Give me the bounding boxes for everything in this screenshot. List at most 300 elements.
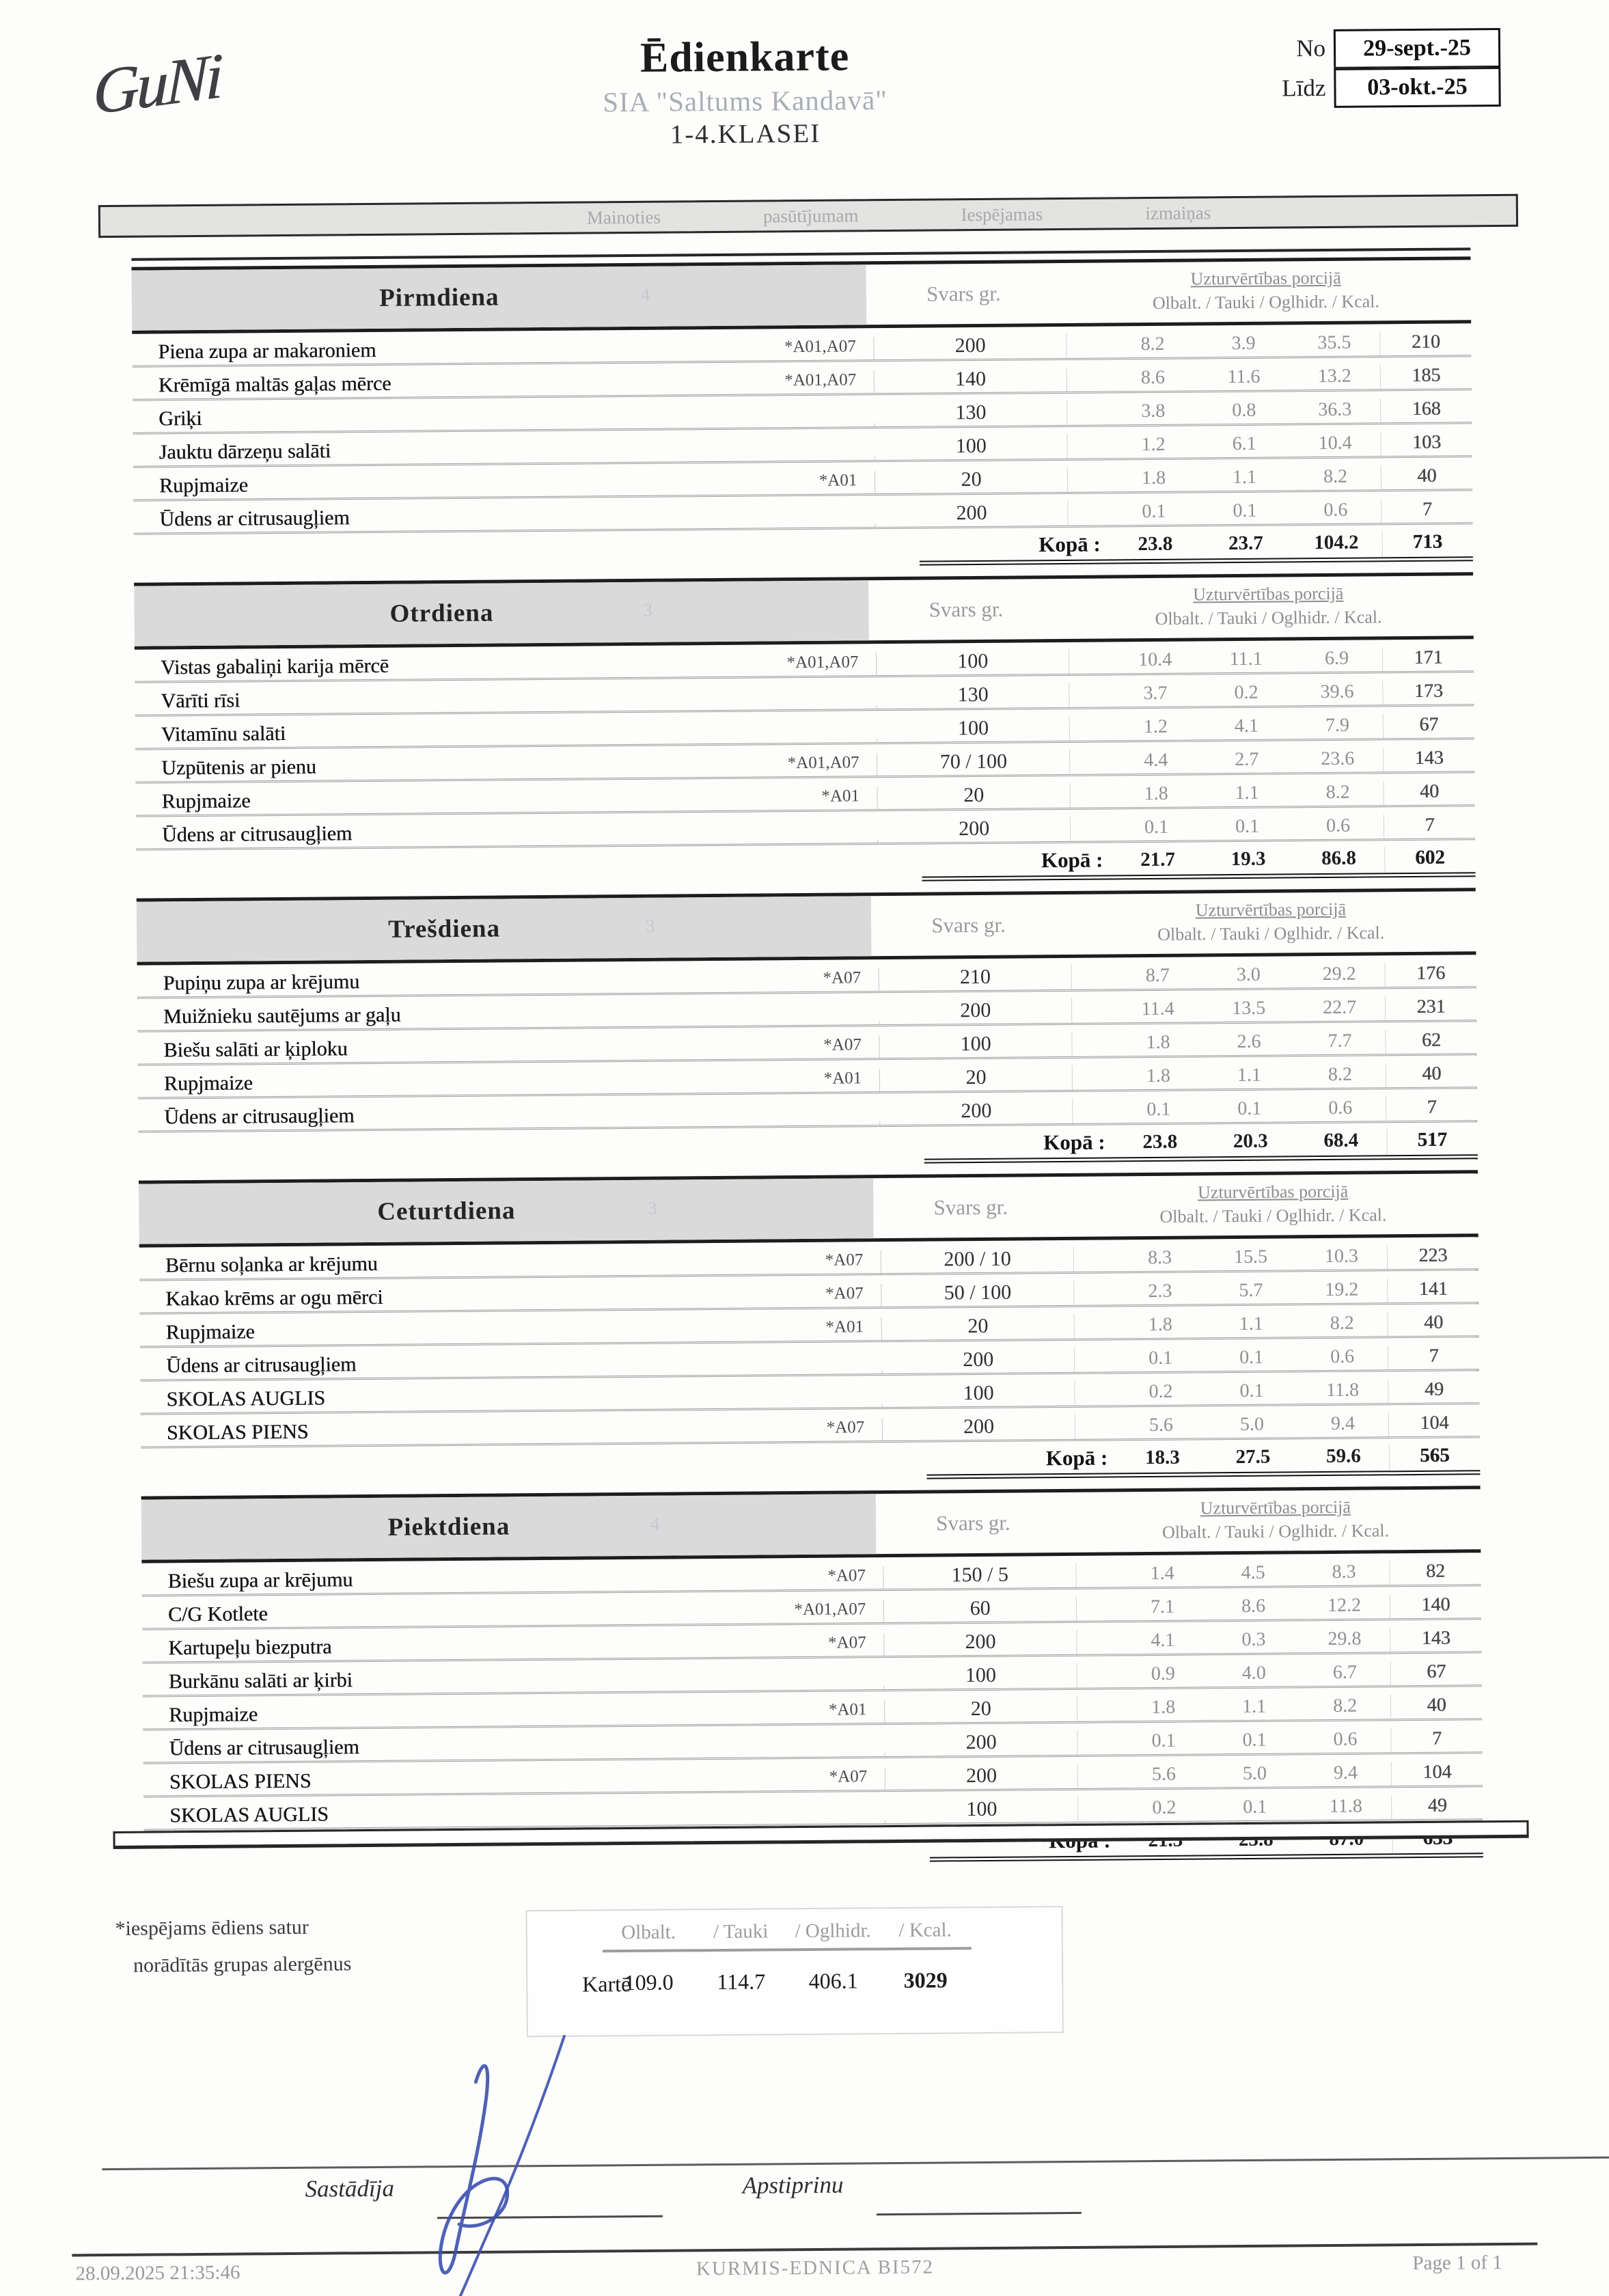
kcal-value: 143 xyxy=(1383,747,1474,771)
kcal-value: 7 xyxy=(1388,1345,1479,1369)
weight-value: 60 xyxy=(884,1596,1077,1622)
weight-value: 200 xyxy=(882,1348,1075,1374)
total-protein-value: 109.0 xyxy=(624,1969,674,1995)
allergen-codes: *A01,A07 xyxy=(711,653,877,676)
kcal-value: 40 xyxy=(1390,1694,1482,1719)
dish-name: Rupjmaize xyxy=(165,1320,255,1344)
nutrition-column-header xyxy=(1060,260,1471,323)
sastadija-label: Sastādīja xyxy=(305,2174,395,2202)
day-header xyxy=(139,1170,1479,1247)
nutrition-header-title: Uzturvērtības porcijā xyxy=(1193,583,1344,605)
carbs-value: 12.2 xyxy=(1327,1594,1362,1617)
protein-value: 1.8 xyxy=(1146,1031,1170,1054)
kcal-value: 67 xyxy=(1383,713,1474,738)
day-total-protein: 23.8 xyxy=(1142,1130,1178,1153)
dish-name: Rupjmaize xyxy=(161,789,251,813)
protein-value: 0.9 xyxy=(1151,1663,1175,1685)
day-total-protein: 18.3 xyxy=(1144,1446,1180,1469)
day-total-row xyxy=(920,524,1473,565)
nutrition-column-header xyxy=(1063,575,1474,639)
allergen-codes xyxy=(712,839,879,844)
nutrition-column-header xyxy=(1068,1173,1479,1237)
day-total-kcal: 713 xyxy=(1381,530,1473,557)
dish-name: Biešu salāti ar ķiploku xyxy=(163,1037,348,1062)
weight-value: 200 xyxy=(885,1764,1078,1790)
allergen-codes xyxy=(709,456,875,461)
dish-name: Muižnieku sautējums ar gaļu xyxy=(163,1003,401,1028)
day-total-fat: 23.7 xyxy=(1228,532,1263,555)
menu-rows xyxy=(135,639,1475,850)
dish-name: Biešu zupa ar krējumu xyxy=(167,1568,353,1593)
kcal-value: 40 xyxy=(1386,1063,1477,1087)
kcal-value: 168 xyxy=(1380,398,1472,422)
fat-value: 0.1 xyxy=(1239,1380,1264,1402)
day-menu-table xyxy=(134,572,1475,887)
fat-value: 4.1 xyxy=(1234,715,1259,737)
protein-value: 0.1 xyxy=(1149,1347,1173,1369)
carbs-value: 0.6 xyxy=(1333,1728,1358,1750)
day-total-carbs: 86.8 xyxy=(1321,847,1357,870)
totals-label: Kartē xyxy=(582,1971,631,1997)
total-fat-value: 114.7 xyxy=(717,1969,766,1995)
dish-name: Krēmīgā maltās gaļas mērce xyxy=(158,372,391,397)
weight-value: 100 xyxy=(875,434,1068,460)
protein-value: 8.6 xyxy=(1140,366,1166,389)
weight-value: 20 xyxy=(875,467,1068,493)
day-header xyxy=(137,888,1476,965)
kcal-value: 49 xyxy=(1391,1794,1483,1819)
carbs-value: 0.6 xyxy=(1323,499,1348,521)
signature-section-rule xyxy=(102,2157,1609,2170)
day-total-kcal: 565 xyxy=(1389,1444,1481,1471)
protein-value: 4.1 xyxy=(1151,1629,1175,1652)
notice-word: izmaiņas xyxy=(1145,202,1211,223)
day-name: Otrdiena xyxy=(389,599,494,628)
kcal-value: 104 xyxy=(1388,1412,1480,1436)
weight-value: 200 xyxy=(875,333,1067,359)
carbs-value: 39.6 xyxy=(1320,681,1354,703)
totals-col-fat: / Tauki xyxy=(713,1920,769,1943)
menu-rows xyxy=(139,1237,1480,1448)
kcal-value: 104 xyxy=(1391,1761,1483,1786)
weight-value: 20 xyxy=(880,1065,1073,1091)
carbs-value: 8.2 xyxy=(1325,781,1350,804)
dish-name: SKOLAS PIENS xyxy=(169,1769,312,1794)
protein-value: 1.8 xyxy=(1144,782,1168,805)
carbs-value: 35.5 xyxy=(1317,331,1351,354)
fat-value: 2.6 xyxy=(1237,1030,1261,1053)
dish-name: Griķi xyxy=(159,407,202,430)
fat-value: 11.1 xyxy=(1229,648,1263,670)
dish-name: Piena zupa ar makaroniem xyxy=(158,338,376,364)
fat-value: 0.1 xyxy=(1233,500,1257,522)
allergen-codes xyxy=(713,1021,880,1026)
date-to-label: Līdz xyxy=(1282,74,1326,102)
dish-name: Rupjmaize xyxy=(159,474,249,497)
day-menu-table xyxy=(137,888,1478,1169)
day-week-number: 3 xyxy=(643,599,653,620)
allergen-codes: *A07 xyxy=(719,1767,885,1791)
notice-word: pasūtījumam xyxy=(762,204,859,226)
dish-name: Rupjmaize xyxy=(168,1703,258,1727)
protein-value: 10.4 xyxy=(1138,648,1172,671)
fat-value: 5.0 xyxy=(1242,1762,1267,1785)
nutrition-header-title: Uzturvērtības porcijā xyxy=(1200,1496,1351,1518)
allergen-codes xyxy=(711,705,877,710)
carbs-value: 8.2 xyxy=(1330,1312,1354,1334)
carbs-value: 9.4 xyxy=(1333,1762,1358,1784)
weight-column-header: Svars gr. xyxy=(926,281,1001,306)
weight-value: 20 xyxy=(878,783,1071,809)
nutrition-header-columns: Olbalt. / Tauki / Oglhidr. / Kcal. xyxy=(1152,291,1380,313)
allergen-note-line1: *iespējams ēdiens satur xyxy=(115,1915,309,1940)
kcal-value: 210 xyxy=(1379,331,1471,355)
weight-column-header: Svars gr. xyxy=(929,597,1004,622)
date-to-value: 03-okt.-25 xyxy=(1334,67,1500,108)
kcal-value: 140 xyxy=(1390,1594,1481,1618)
kcal-value: 7 xyxy=(1390,1727,1482,1752)
dish-name: Ūdens ar citrusaugļiem xyxy=(161,822,353,847)
day-total-kcal: 517 xyxy=(1386,1128,1478,1155)
kcal-value: 62 xyxy=(1385,1029,1476,1054)
protein-value: 7.1 xyxy=(1150,1596,1175,1618)
fat-value: 0.1 xyxy=(1239,1346,1264,1369)
fat-value: 1.1 xyxy=(1242,1695,1267,1718)
allergen-codes: *A07 xyxy=(717,1566,884,1590)
total-carbs-value: 406.1 xyxy=(808,1968,858,1993)
day-total-row xyxy=(922,840,1475,881)
allergen-codes xyxy=(709,523,876,528)
fat-value: 0.2 xyxy=(1234,681,1259,704)
fat-value: 3.0 xyxy=(1236,964,1261,986)
protein-value: 2.3 xyxy=(1148,1280,1172,1302)
allergen-codes xyxy=(711,739,878,743)
allergen-codes: *A01 xyxy=(713,1069,880,1093)
fat-value: 1.1 xyxy=(1239,1313,1263,1335)
day-name: Trešdiena xyxy=(388,914,501,944)
carbs-value: 7.9 xyxy=(1325,714,1350,737)
date-to-row xyxy=(1254,67,1500,109)
allergen-codes: *A01,A07 xyxy=(708,337,875,361)
date-from-row xyxy=(1254,27,1500,69)
title-block xyxy=(437,31,1053,152)
day-header-cell xyxy=(137,896,872,961)
carbs-value: 6.7 xyxy=(1332,1661,1357,1683)
weight-value: 130 xyxy=(877,683,1070,709)
allergen-codes: *A07 xyxy=(715,1250,882,1274)
weight-column-header: Svars gr. xyxy=(933,1194,1008,1220)
kcal-value: 7 xyxy=(1386,1096,1477,1121)
protein-value: 1.8 xyxy=(1141,467,1166,489)
fat-value: 4.5 xyxy=(1241,1561,1265,1584)
day-week-number: 3 xyxy=(648,1197,657,1218)
date-from-label: No xyxy=(1296,34,1326,62)
dish-name: Kartupeļu biezputra xyxy=(168,1635,332,1660)
menu-tables xyxy=(131,247,1483,1878)
nutrition-header-title: Uzturvērtības porcijā xyxy=(1197,1181,1349,1203)
dish-name: Pupiņu zupa ar krējumu xyxy=(163,970,360,995)
dish-name: SKOLAS AUGLIS xyxy=(169,1803,329,1827)
date-range xyxy=(1254,27,1501,109)
day-total-label: Kopā : xyxy=(1045,1445,1108,1471)
nutrition-header-title: Uzturvērtības porcijā xyxy=(1190,267,1341,289)
day-header-cell xyxy=(139,1178,874,1244)
kcal-value: 223 xyxy=(1387,1244,1479,1269)
day-total-label: Kopā : xyxy=(1043,1130,1105,1155)
class-label: 1-4.KLASEI xyxy=(670,118,821,150)
fat-value: 2.7 xyxy=(1235,748,1259,771)
fat-value: 0.1 xyxy=(1242,1729,1267,1751)
fat-value: 1.1 xyxy=(1235,782,1259,804)
menu-rows xyxy=(132,323,1472,534)
allergen-codes: *A07 xyxy=(715,1284,882,1308)
weight-value: 150 / 5 xyxy=(884,1563,1077,1589)
kcal-value: 67 xyxy=(1390,1660,1482,1685)
day-total-kcal: 602 xyxy=(1384,846,1476,873)
protein-value: 3.8 xyxy=(1141,400,1166,422)
fat-value: 11.6 xyxy=(1227,366,1261,388)
carbs-value: 0.6 xyxy=(1325,815,1351,836)
allergen-codes xyxy=(714,1121,881,1126)
day-header xyxy=(134,572,1474,649)
protein-value: 0.1 xyxy=(1151,1730,1176,1752)
fat-value: 4.0 xyxy=(1241,1662,1266,1684)
carbs-value: 9.4 xyxy=(1330,1412,1356,1434)
footer-page-number: Page 1 of 1 xyxy=(1412,2252,1502,2275)
fat-value: 5.7 xyxy=(1239,1279,1263,1302)
dish-name: C/G Kotlete xyxy=(167,1602,268,1626)
day-week-number: 4 xyxy=(640,284,650,305)
weight-value: 200 xyxy=(883,1414,1075,1440)
day-menu-table xyxy=(139,1170,1480,1485)
protein-value: 4.4 xyxy=(1144,749,1168,771)
day-total-fat: 27.5 xyxy=(1235,1445,1271,1468)
kcal-value: 176 xyxy=(1385,962,1476,987)
protein-value: 3.7 xyxy=(1143,682,1168,705)
carbs-value: 0.6 xyxy=(1328,1097,1353,1119)
menu-totals-box xyxy=(525,1906,1063,2037)
nutrition-header-columns: Olbalt. / Tauki / Oglhidr. / Kcal. xyxy=(1157,922,1385,944)
weight-value: 200 xyxy=(879,998,1072,1024)
menu-rows xyxy=(137,955,1478,1132)
allergen-codes xyxy=(719,1820,886,1824)
fat-value: 13.5 xyxy=(1232,997,1266,1020)
kcal-value: 103 xyxy=(1380,431,1472,456)
fat-value: 5.0 xyxy=(1239,1413,1265,1436)
protein-value: 0.2 xyxy=(1149,1380,1173,1403)
day-header xyxy=(141,1486,1481,1563)
dish-name: Ūdens ar citrusaugļiem xyxy=(164,1104,355,1129)
kcal-value: 7 xyxy=(1381,498,1472,523)
kcal-value: 7 xyxy=(1384,814,1475,838)
totals-col-protein: Olbalt. xyxy=(621,1921,676,1944)
day-total-row xyxy=(926,1438,1480,1479)
footer-timestamp: 28.09.2025 21:35:46 xyxy=(75,2261,240,2285)
weight-column-header: Svars gr. xyxy=(936,1510,1010,1535)
nutrition-header-columns: Olbalt. / Tauki / Oglhidr. / Kcal. xyxy=(1161,1520,1390,1542)
weight-value: 100 xyxy=(885,1797,1078,1823)
day-total-label: Kopā : xyxy=(1039,532,1101,557)
kcal-value: 173 xyxy=(1382,680,1474,705)
protein-value: 0.1 xyxy=(1144,816,1169,838)
allergen-codes: *A01 xyxy=(711,787,878,810)
dish-name: Vitamīnu salāti xyxy=(161,722,286,746)
totals-row xyxy=(582,1967,972,1997)
weight-value: 50 / 100 xyxy=(882,1281,1075,1307)
weight-value: 100 xyxy=(880,1032,1073,1058)
protein-value: 0.2 xyxy=(1152,1796,1177,1819)
day-total-row xyxy=(924,1122,1477,1163)
allergen-note-line2: norādītās grupas alergēnus xyxy=(133,1952,352,1977)
carbs-value: 10.3 xyxy=(1324,1245,1359,1268)
totals-col-carbs: / Oglhidr. xyxy=(795,1919,871,1943)
weight-value: 100 xyxy=(877,716,1070,742)
carbs-value: 11.8 xyxy=(1329,1795,1362,1818)
day-total-fat: 20.3 xyxy=(1233,1130,1268,1153)
day-total-carbs: 59.6 xyxy=(1325,1445,1361,1468)
protein-value: 11.4 xyxy=(1141,998,1174,1020)
total-kcal-value: 3029 xyxy=(903,1967,948,1993)
dish-name: SKOLAS PIENS xyxy=(166,1420,309,1445)
fat-value: 0.1 xyxy=(1237,1097,1262,1120)
dish-name: Vistas gabaliņi karija mērcē xyxy=(160,654,389,679)
allergen-codes: *A01 xyxy=(709,471,876,495)
day-menu-table xyxy=(131,256,1472,571)
protein-value: 0.1 xyxy=(1142,500,1166,523)
dish-name: Jauktu dārzeņu salāti xyxy=(159,439,331,464)
day-header-cell xyxy=(141,1494,877,1559)
kcal-value: 40 xyxy=(1381,465,1472,489)
weight-value: 210 xyxy=(879,965,1072,991)
protein-value: 8.2 xyxy=(1140,333,1165,355)
nutrition-header-columns: Olbalt. / Tauki / Oglhidr. / Kcal. xyxy=(1159,1205,1387,1227)
apstiprinu-signature-line xyxy=(877,2212,1082,2215)
carbs-value: 8.2 xyxy=(1328,1063,1353,1085)
protein-value: 1.8 xyxy=(1151,1696,1176,1719)
day-header xyxy=(131,256,1471,333)
weight-value: 200 xyxy=(876,501,1069,527)
fat-value: 0.3 xyxy=(1241,1628,1266,1651)
carbs-value: 8.2 xyxy=(1323,465,1348,488)
carbs-value: 8.3 xyxy=(1332,1561,1356,1583)
carbs-value: 13.2 xyxy=(1317,365,1351,387)
weight-value: 20 xyxy=(882,1314,1075,1340)
protein-value: 8.3 xyxy=(1147,1246,1172,1269)
day-header-cell xyxy=(132,264,867,330)
day-name: Ceturtdiena xyxy=(377,1197,516,1226)
allergen-codes: *A01 xyxy=(719,1700,885,1724)
kcal-value: 40 xyxy=(1384,780,1475,805)
apstiprinu-label: Apstiprinu xyxy=(742,2171,844,2199)
allergen-codes: *A01,A07 xyxy=(711,753,878,777)
day-total-fat: 19.3 xyxy=(1230,847,1266,871)
notice-bar xyxy=(98,194,1518,238)
carbs-value: 29.2 xyxy=(1322,963,1356,985)
weight-value: 140 xyxy=(875,367,1067,393)
carbs-value: 29.8 xyxy=(1328,1628,1362,1650)
day-name: Piektdiena xyxy=(387,1512,510,1542)
fat-value: 0.1 xyxy=(1243,1796,1267,1818)
kcal-value: 143 xyxy=(1390,1627,1481,1652)
kcal-value: 141 xyxy=(1387,1278,1479,1302)
totals-col-kcal: / Kcal. xyxy=(898,1919,952,1941)
protein-value: 1.2 xyxy=(1141,433,1166,456)
fat-value: 0.8 xyxy=(1232,399,1256,422)
weight-value: 200 xyxy=(885,1730,1078,1756)
day-name: Pirmdiena xyxy=(379,283,499,312)
fat-value: 1.1 xyxy=(1232,466,1257,489)
notice-word: Iespējamas xyxy=(961,203,1043,225)
dish-name: Bērnu soļanka ar krējumu xyxy=(165,1252,378,1277)
day-menu-table xyxy=(141,1486,1483,1868)
dish-name: Uzpūtenis ar pienu xyxy=(161,755,316,780)
allergen-codes xyxy=(709,423,875,428)
protein-value: 1.8 xyxy=(1146,1065,1171,1087)
carbs-value: 11.8 xyxy=(1325,1379,1360,1402)
weight-value: 200 / 10 xyxy=(881,1247,1074,1273)
carbs-value: 23.6 xyxy=(1321,748,1355,770)
fat-value: 0.1 xyxy=(1235,815,1260,838)
allergen-codes: *A07 xyxy=(716,1418,883,1442)
date-from-value: 29-sept.-25 xyxy=(1334,27,1500,68)
allergen-codes xyxy=(716,1370,883,1375)
day-total-carbs: 104.2 xyxy=(1314,531,1359,554)
carbs-value: 19.2 xyxy=(1325,1279,1359,1301)
allergen-codes: *A07 xyxy=(713,968,879,992)
dish-name: Ūdens ar citrusaugļiem xyxy=(165,1353,357,1378)
nutrition-column-header xyxy=(1066,891,1476,955)
allergen-codes xyxy=(716,1404,883,1408)
fat-value: 1.1 xyxy=(1237,1064,1262,1086)
dish-name: Ūdens ar citrusaugļiem xyxy=(169,1736,359,1760)
carbs-value: 6.9 xyxy=(1324,647,1349,670)
protein-value: 5.6 xyxy=(1151,1763,1177,1786)
carbs-value: 10.4 xyxy=(1318,432,1352,454)
fat-value: 15.5 xyxy=(1233,1246,1268,1268)
allergen-codes xyxy=(719,1686,885,1691)
weight-value: 200 xyxy=(880,1099,1073,1125)
nutrition-header-title: Uzturvērtības porcijā xyxy=(1195,899,1347,920)
allergen-codes: *A01 xyxy=(715,1317,882,1341)
allergen-codes: *A01,A07 xyxy=(718,1600,885,1624)
dish-name: Burkānu salāti ar ķirbi xyxy=(168,1669,353,1693)
allergen-codes: *A07 xyxy=(718,1633,885,1657)
day-total-protein: 23.8 xyxy=(1138,532,1173,556)
weight-value: 70 / 100 xyxy=(877,750,1070,776)
allergen-codes: *A01,A07 xyxy=(708,370,875,394)
nutrition-header-columns: Olbalt. / Tauki / Oglhidr. / Kcal. xyxy=(1155,607,1382,629)
day-total-protein: 21.7 xyxy=(1140,848,1176,871)
dish-name: Kakao krēms ar ogu mērci xyxy=(165,1285,383,1311)
protein-value: 5.6 xyxy=(1149,1414,1174,1436)
menu-rows xyxy=(141,1553,1483,1831)
protein-value: 1.8 xyxy=(1148,1313,1172,1336)
carbs-value: 0.6 xyxy=(1330,1345,1355,1367)
kcal-value: 82 xyxy=(1389,1560,1481,1585)
allergen-codes: *A07 xyxy=(713,1035,880,1059)
fat-value: 8.6 xyxy=(1241,1595,1266,1617)
allergen-codes xyxy=(719,1753,885,1758)
kcal-value: 40 xyxy=(1388,1311,1479,1336)
dish-name: Ūdens ar citrusaugļiem xyxy=(159,506,350,531)
totals-header xyxy=(603,1919,972,1952)
day-header-cell xyxy=(134,580,869,646)
notice-word: Mainoties xyxy=(586,206,661,228)
nutrition-column-header xyxy=(1071,1489,1481,1553)
weight-value: 200 xyxy=(878,817,1071,843)
handwritten-signature xyxy=(388,2034,622,2296)
carbs-value: 8.2 xyxy=(1333,1695,1358,1717)
